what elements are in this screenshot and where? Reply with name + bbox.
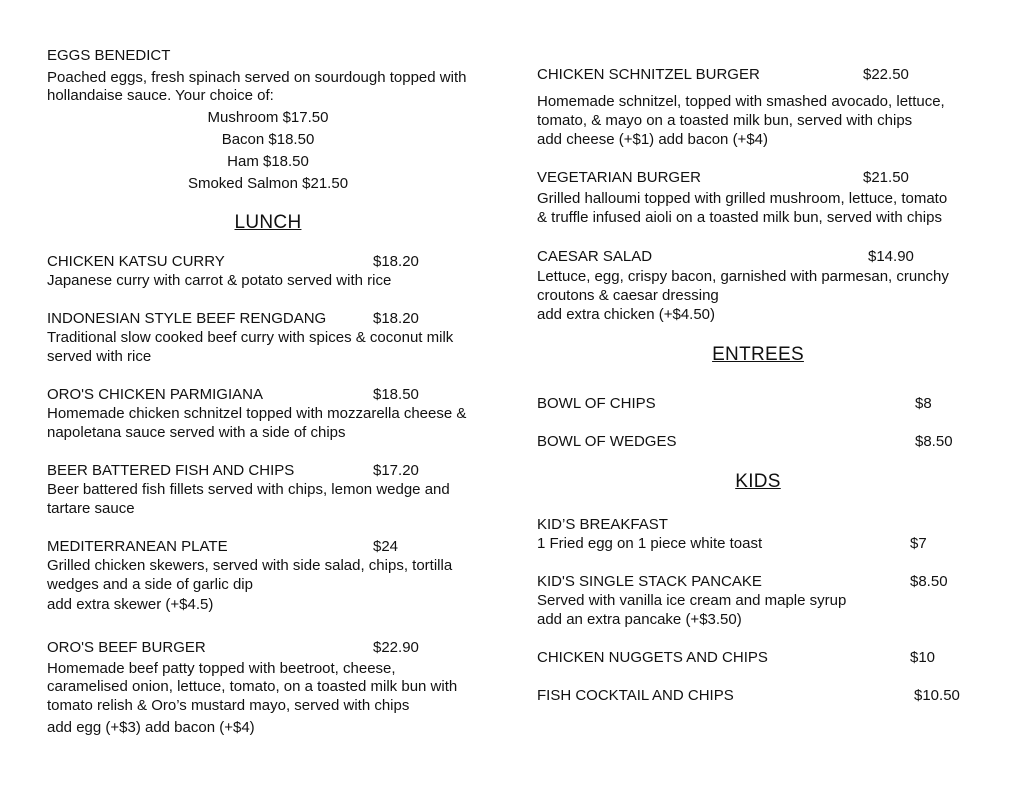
item-price: $7 — [910, 535, 927, 552]
item-price: $18.50 — [373, 386, 419, 403]
option-line: Smoked Salmon $21.50 — [187, 175, 349, 192]
item-price: $21.50 — [863, 169, 909, 186]
item-name: CHICKEN NUGGETS AND CHIPS — [537, 649, 768, 666]
item-name: KID’S BREAKFAST — [537, 516, 668, 533]
item-name: CHICKEN KATSU CURRY — [47, 253, 225, 270]
option-line: Ham $18.50 — [227, 153, 309, 170]
item-name: CHICKEN SCHNITZEL BURGER — [537, 66, 760, 83]
item-extra: add extra chicken (+$4.50) — [537, 306, 716, 323]
item-price: $22.90 — [373, 639, 419, 656]
item-description: caramelised onion, lettuce, tomato, on a toasted milk bun with — [47, 678, 458, 695]
item-price: $10.50 — [914, 687, 960, 704]
item-extra: add an extra pancake (+$3.50) — [537, 611, 742, 628]
item-name: INDONESIAN STYLE BEEF RENGDANG — [47, 310, 327, 327]
item-description: napoletana sauce served with a side of chips — [47, 424, 346, 441]
option-line: Bacon $18.50 — [221, 131, 315, 148]
item-price: $18.20 — [373, 253, 419, 270]
item-description: Homemade schnitzel, topped with smashed avocado, lettuce, — [537, 93, 945, 110]
item-description: Poached eggs, fresh spinach served on sourdough topped with — [47, 69, 467, 86]
item-description: Lettuce, egg, crispy bacon, garnished with parmesan, crunchy — [537, 268, 949, 285]
item-name: BEER BATTERED FISH AND CHIPS — [47, 462, 295, 479]
item-name: EGGS BENEDICT — [47, 47, 171, 64]
item-price: $8 — [915, 395, 932, 412]
item-name: MEDITERRANEAN PLATE — [47, 538, 228, 555]
item-price: $10 — [910, 649, 936, 666]
item-price: $17.20 — [373, 462, 419, 479]
item-name: CAESAR SALAD — [537, 248, 653, 265]
item-description: Served with vanilla ice cream and maple syrup — [537, 592, 847, 609]
section-heading-lunch: LUNCH — [234, 212, 302, 233]
item-description: wedges and a side of garlic dip — [47, 576, 253, 593]
item-description: hollandaise sauce. Your choice of: — [47, 87, 274, 104]
item-price: $8.50 — [910, 573, 948, 590]
item-name: ORO'S CHICKEN PARMIGIANA — [47, 386, 263, 403]
section-heading-entrees: ENTREES — [712, 344, 804, 365]
item-name: BOWL OF WEDGES — [537, 433, 677, 450]
section-heading-kids: KIDS — [735, 471, 781, 492]
item-name: ORO'S BEEF BURGER — [47, 639, 206, 656]
item-name: KID'S SINGLE STACK PANCAKE — [537, 573, 762, 590]
item-description: Homemade chicken schnitzel topped with mozzarella cheese & — [47, 405, 467, 422]
item-description: Traditional slow cooked beef curry with spices & coconut milk — [47, 329, 454, 346]
item-price: $14.90 — [868, 248, 914, 265]
item-name: BOWL OF CHIPS — [537, 395, 656, 412]
item-price: $22.50 — [863, 66, 909, 83]
item-description: 1 Fried egg on 1 piece white toast — [537, 535, 763, 552]
item-description: served with rice — [47, 348, 152, 365]
item-price: $24 — [373, 538, 399, 555]
item-description: tomato, & mayo on a toasted milk bun, served with chips — [537, 112, 913, 129]
item-description: croutons & caesar dressing — [537, 287, 719, 304]
item-description: Homemade beef patty topped with beetroot, cheese, — [47, 660, 396, 677]
item-description: Beer battered fish fillets served with chips, lemon wedge and — [47, 481, 450, 498]
option-line: Mushroom $17.50 — [207, 109, 329, 126]
item-description: Grilled chicken skewers, served with side salad, chips, tortilla — [47, 557, 453, 574]
item-description: tartare sauce — [47, 500, 135, 517]
item-name: FISH COCKTAIL AND CHIPS — [537, 687, 734, 704]
item-price: $8.50 — [915, 433, 953, 450]
item-extra: add egg (+$3) add bacon (+$4) — [47, 719, 255, 736]
item-extra: add cheese (+$1) add bacon (+$4) — [537, 131, 768, 148]
item-price: $18.20 — [373, 310, 419, 327]
item-description: & truffle infused aioli on a toasted milk bun, served with chips — [537, 209, 942, 226]
item-description: Grilled halloumi topped with grilled mushroom, lettuce, tomato — [537, 190, 948, 207]
item-description: tomato relish & Oro’s mustard mayo, served with chips — [47, 697, 410, 714]
item-name: VEGETARIAN BURGER — [537, 169, 701, 186]
item-extra: add extra skewer (+$4.5) — [47, 596, 214, 613]
item-description: Japanese curry with carrot & potato served with rice — [47, 272, 392, 289]
